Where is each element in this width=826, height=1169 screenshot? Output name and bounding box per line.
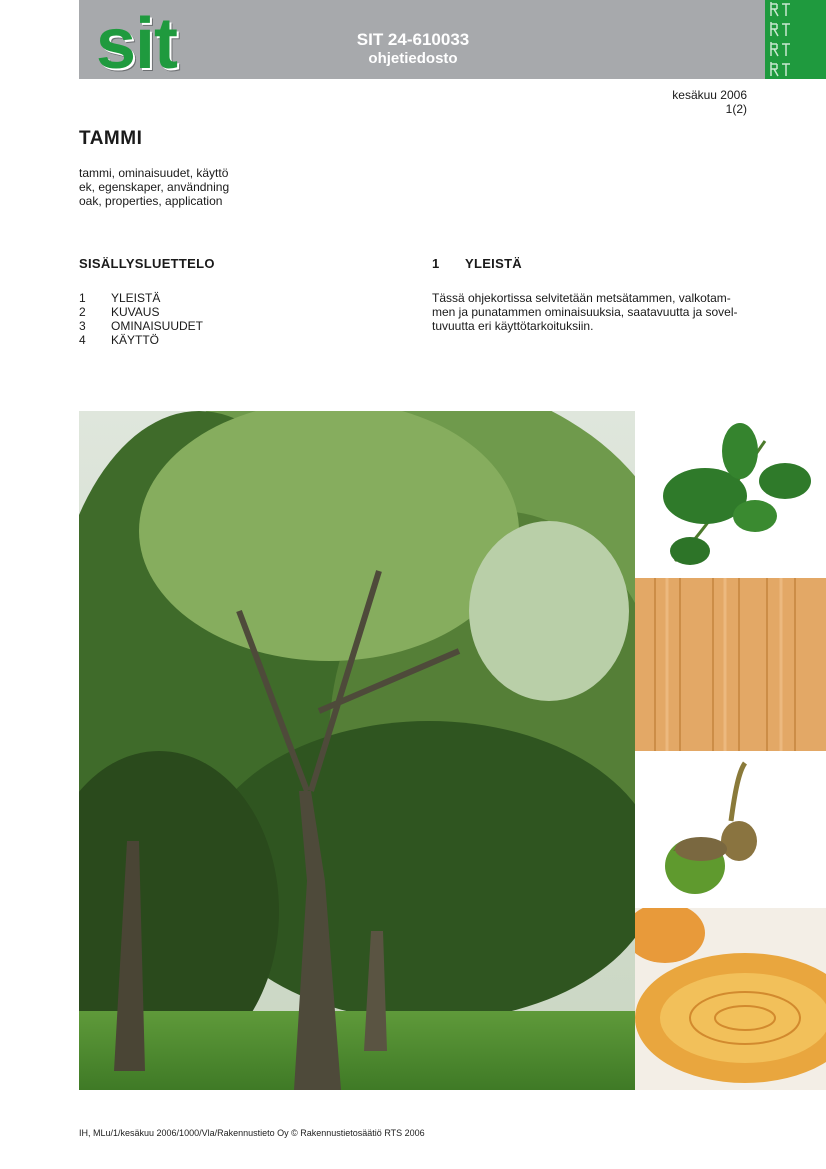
rt-logo-icon	[768, 0, 792, 79]
toc-item-number: 3	[79, 319, 86, 333]
body-text-line: men ja punatammen ominaisuuksia, saatavuutta ja sovel-	[432, 305, 738, 319]
acorn-photo	[635, 751, 826, 908]
toc-item-number: 1	[79, 291, 86, 305]
oak-trees-photo	[79, 411, 635, 1090]
keywords-en: oak, properties, application	[79, 194, 223, 208]
toc-item-label: YLEISTÄ	[111, 291, 161, 305]
oak-wood-grain-photo	[635, 578, 826, 751]
toc-item-label: KÄYTTÖ	[111, 333, 160, 347]
document-date: kesäkuu 2006	[672, 88, 747, 102]
keywords-sv: ek, egenskaper, användning	[79, 180, 230, 194]
oak-leaf-photo	[635, 411, 826, 578]
oak-bowl-photo	[635, 908, 826, 1090]
body-text-line: tuvuutta eri käyttötarkoituksiin.	[432, 319, 594, 333]
body-text-line: Tässä ohjekortissa selvitetään metsätammen, valkotam-	[432, 291, 731, 305]
footer-imprint: IH, MLu/1/kesäkuu 2006/1000/Vla/Rakennustieto Oy © Rakennustietosäätiö RTS 2006	[79, 1128, 425, 1138]
page-number: 1(2)	[725, 102, 747, 116]
document-id: SIT 24-610033	[356, 30, 470, 49]
section-number: 1	[432, 256, 440, 271]
keywords-fi: tammi, ominaisuudet, käyttö	[79, 166, 229, 180]
toc-item-number: 2	[79, 305, 86, 319]
section-title: YLEISTÄ	[465, 256, 522, 271]
toc-item-number: 4	[79, 333, 86, 347]
sit-logo: sit	[96, 4, 178, 84]
document-type: ohjetiedosto	[368, 50, 458, 67]
toc-heading: SISÄLLYSLUETTELO	[79, 256, 215, 271]
toc-item-label: OMINAISUUDET	[111, 319, 204, 333]
toc-item-label: KUVAUS	[111, 305, 160, 319]
page-title: TAMMI	[79, 128, 143, 149]
